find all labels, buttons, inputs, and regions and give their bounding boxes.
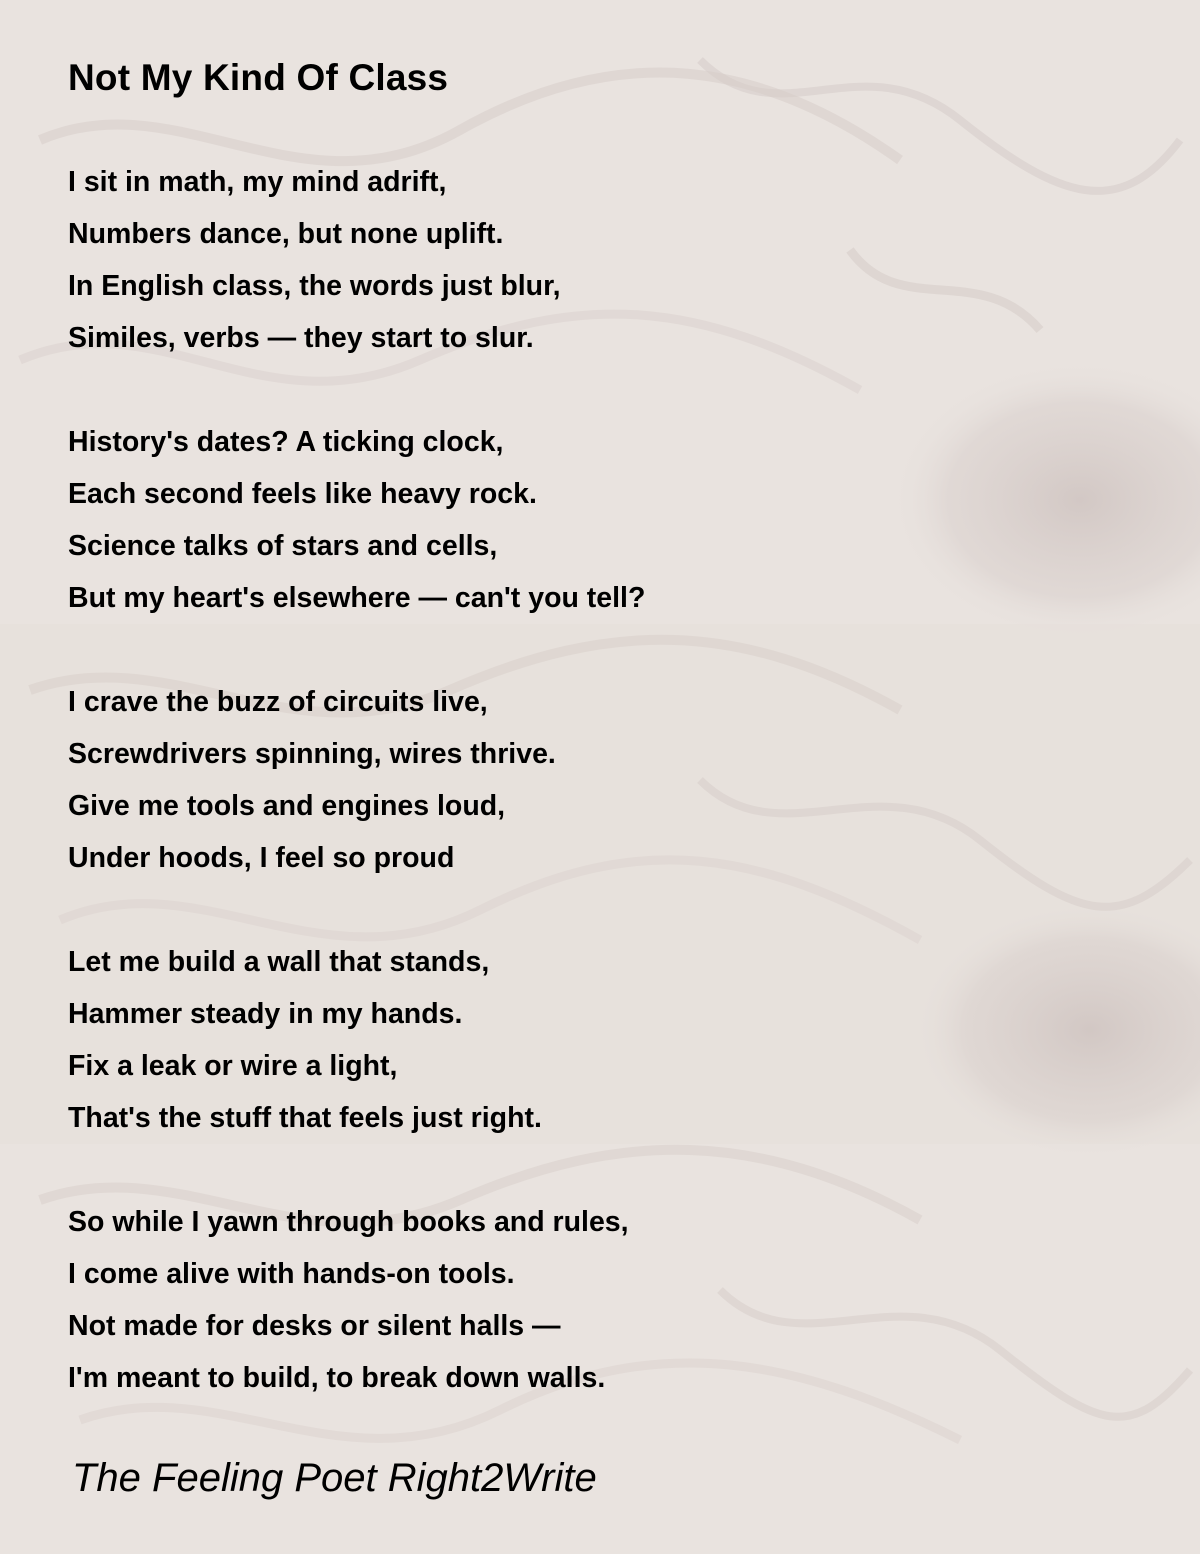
- poem-line: Hammer steady in my hands.: [68, 998, 463, 1030]
- poem-line: I sit in math, my mind adrift,: [68, 166, 447, 198]
- poem-body: [68, 156, 1148, 1404]
- poem-line: Let me build a wall that stands,: [68, 946, 490, 978]
- poem-title: Not My Kind Of Class: [68, 57, 449, 98]
- stanza-1: [68, 156, 1148, 364]
- stanza-4: [68, 936, 1148, 1144]
- poem-line: Under hoods, I feel so proud: [68, 842, 455, 874]
- poem-author: The Feeling Poet Right2Write: [72, 1456, 597, 1500]
- poem-line: Screwdrivers spinning, wires thrive.: [68, 738, 556, 770]
- poem-container: [68, 56, 1148, 1404]
- poem-line: Numbers dance, but none uplift.: [68, 218, 504, 250]
- poem-line: So while I yawn through books and rules,: [68, 1206, 629, 1238]
- poem-line: Science talks of stars and cells,: [68, 530, 498, 562]
- poem-line: I crave the buzz of circuits live,: [68, 686, 488, 718]
- poem-line: Similes, verbs — they start to slur.: [68, 322, 534, 354]
- poem-line: In English class, the words just blur,: [68, 270, 561, 302]
- poem-line: History's dates? A ticking clock,: [68, 426, 504, 458]
- poem-line: Not made for desks or silent halls —: [68, 1310, 561, 1342]
- poem-line: That's the stuff that feels just right.: [68, 1102, 542, 1134]
- stanza-5: [68, 1196, 1148, 1404]
- stanza-2: [68, 416, 1148, 624]
- poem-line: Fix a leak or wire a light,: [68, 1050, 398, 1082]
- poem-line: But my heart's elsewhere — can't you tell?: [68, 582, 646, 614]
- poem-line: I come alive with hands-on tools.: [68, 1258, 515, 1290]
- stanza-3: [68, 676, 1148, 884]
- poem-line: Give me tools and engines loud,: [68, 790, 506, 822]
- poem-line: I'm meant to build, to break down walls.: [68, 1362, 606, 1394]
- poem-line: Each second feels like heavy rock.: [68, 478, 537, 510]
